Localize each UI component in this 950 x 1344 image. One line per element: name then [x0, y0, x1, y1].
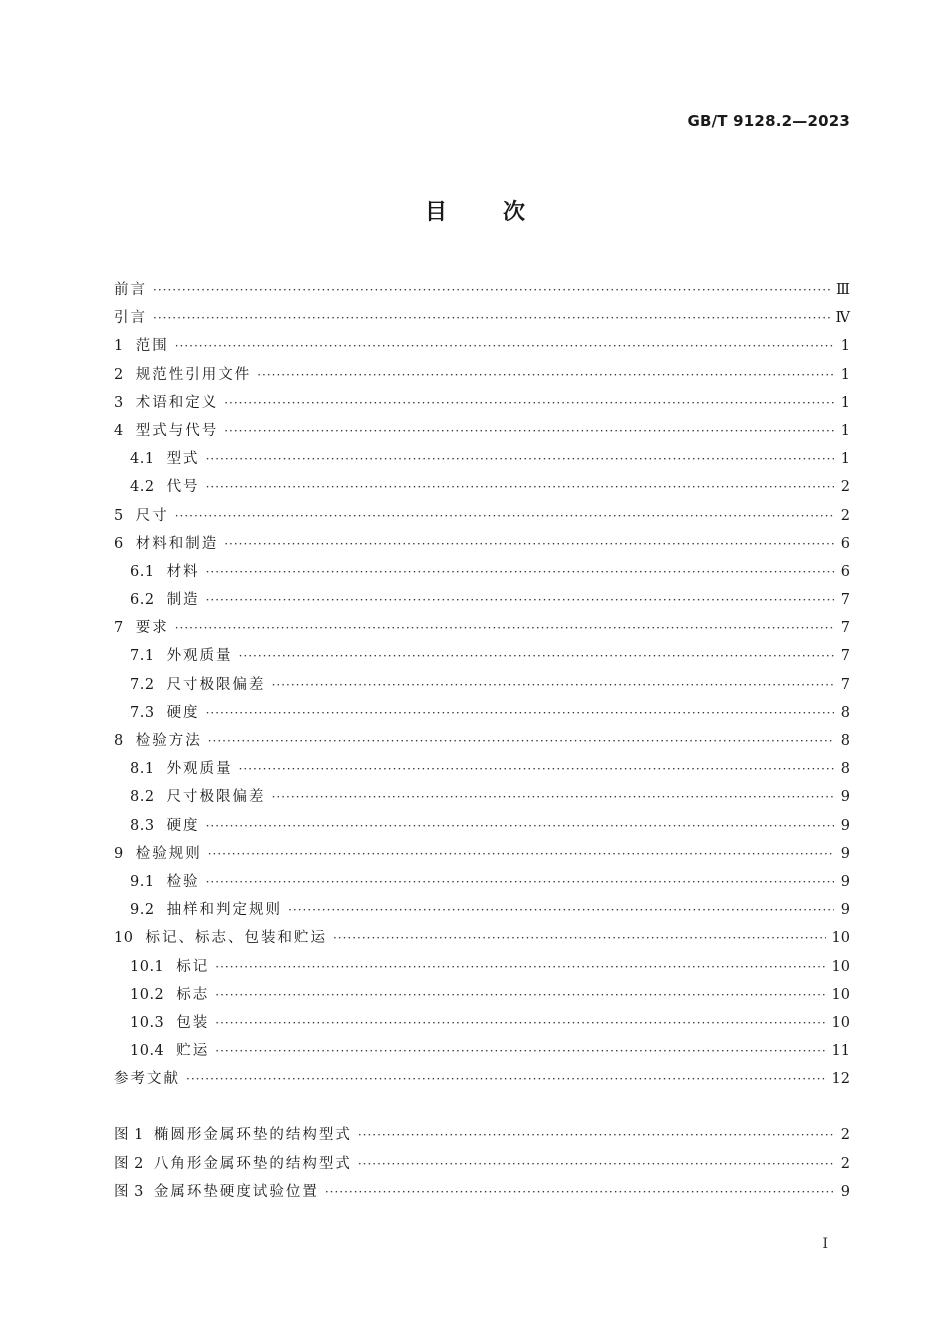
toc-entry[interactable] — [114, 614, 850, 642]
toc-entry-page: 9 — [840, 817, 850, 834]
toc-entry-number: 10.3 — [130, 1014, 165, 1031]
toc-leader-dots — [358, 1150, 834, 1178]
toc-entry-label: 代号 — [166, 479, 200, 496]
toc-leader-dots — [206, 558, 834, 586]
toc-leader-dots — [153, 276, 830, 304]
toc-entry-number: 8 — [114, 733, 124, 749]
toc-entry-page: 9 — [840, 845, 850, 862]
toc-entry-label: 检验 — [166, 873, 200, 890]
figure-label: 金属环垫硬度试验位置 — [153, 1183, 319, 1200]
toc-entry-label: 检验规则 — [135, 845, 202, 862]
toc-entry-label: 参考文献 — [114, 1071, 180, 1088]
figure-label: 八角形金属环垫的结构型式 — [153, 1155, 352, 1172]
toc-entry-number: 9.1 — [130, 873, 155, 890]
figure-entry[interactable] — [114, 1178, 850, 1206]
toc-entry-label: 型式与代号 — [135, 422, 219, 439]
toc-entry-label: 规范性引用文件 — [135, 366, 252, 383]
toc-entry-number: 6 — [114, 535, 124, 552]
toc-entry-number: 6.2 — [130, 592, 155, 609]
toc-entry-number: 8.3 — [130, 817, 155, 834]
toc-leader-dots — [239, 642, 834, 670]
toc-entry[interactable] — [114, 924, 850, 952]
toc-entry-label: 贮运 — [176, 1043, 210, 1060]
figure-number: 图 3 — [114, 1183, 144, 1200]
toc-entry-page: 7 — [840, 676, 850, 693]
toc-entry-number: 7.1 — [130, 648, 155, 665]
standard-code: GB/T 9128.2—2023 — [687, 112, 850, 130]
toc-leader-dots — [215, 1009, 825, 1037]
toc-entry-number: 9 — [114, 845, 124, 862]
toc-leader-dots — [206, 445, 834, 473]
toc-subentry[interactable] — [114, 755, 850, 783]
toc-entry-number: 7 — [114, 620, 124, 637]
toc-leader-dots — [272, 671, 834, 699]
page-title: 目次 — [424, 200, 581, 225]
table-of-contents — [114, 276, 850, 1206]
toc-entry-label: 标记、标志、包装和贮运 — [145, 930, 327, 947]
toc-leader-dots — [208, 727, 834, 755]
toc-subentry[interactable] — [114, 699, 850, 727]
toc-leader-dots — [358, 1121, 834, 1149]
toc-leader-dots — [215, 981, 825, 1009]
toc-entry-number: 10.2 — [130, 986, 165, 1003]
toc-entry-label: 材料 — [166, 563, 200, 580]
toc-entry-label: 外观质量 — [166, 761, 233, 778]
toc-entry-number: 5 — [114, 507, 124, 524]
toc-entry[interactable] — [114, 727, 850, 755]
toc-entry-page: 9 — [840, 789, 850, 806]
toc-entry-label: 范围 — [135, 338, 169, 355]
toc-entry-page: 10 — [831, 958, 850, 975]
toc-entry-number: 10 — [114, 930, 134, 947]
figure-entry[interactable] — [114, 1150, 850, 1178]
toc-leader-dots — [206, 812, 834, 840]
toc-subentry[interactable] — [114, 981, 850, 1009]
page-number: I — [822, 1236, 828, 1252]
toc-entry-page: 8 — [840, 704, 850, 721]
figure-page: 2 — [840, 1155, 850, 1172]
toc-leader-dots — [186, 1065, 826, 1093]
toc-leader-dots — [224, 530, 834, 558]
toc-entry-page: 10 — [831, 930, 850, 947]
toc-entry-page: 7 — [840, 648, 850, 665]
toc-entry-number: 1 — [114, 338, 124, 355]
toc-entry-page: 7 — [840, 592, 850, 609]
toc-subentry[interactable] — [114, 558, 850, 586]
toc-entry[interactable] — [114, 304, 850, 332]
toc-entry-label: 引言 — [114, 310, 147, 327]
toc-entry-number: 2 — [114, 366, 124, 383]
toc-entry-number: 7.3 — [130, 704, 155, 721]
toc-entry-page: 2 — [840, 479, 850, 496]
toc-leader-dots — [206, 586, 834, 614]
toc-subentry[interactable] — [114, 586, 850, 614]
toc-leader-dots — [224, 389, 834, 417]
toc-entry-page: 2 — [840, 507, 850, 524]
toc-entry-label: 硬度 — [166, 704, 200, 721]
toc-entry-label: 型式 — [166, 451, 200, 468]
toc-leader-dots — [333, 924, 826, 952]
toc-subentry[interactable] — [114, 1009, 850, 1037]
toc-entry[interactable] — [114, 389, 850, 417]
toc-subentry[interactable] — [114, 473, 850, 501]
toc-entry-page: 11 — [831, 1043, 850, 1060]
toc-entry-number: 10.4 — [130, 1043, 165, 1060]
toc-entry-page: 9 — [840, 902, 850, 919]
figure-number: 图 1 — [114, 1127, 144, 1144]
toc-leader-dots — [215, 953, 825, 981]
toc-entry-page: 10 — [831, 986, 850, 1003]
toc-entry-label: 术语和定义 — [135, 394, 219, 411]
toc-entry-page: 10 — [831, 1014, 850, 1031]
figure-label: 椭圆形金属环垫的结构型式 — [153, 1127, 352, 1144]
toc-subentry[interactable] — [114, 445, 850, 473]
toc-leader-dots — [153, 304, 830, 332]
toc-entry-page: 6 — [840, 535, 850, 552]
toc-entry[interactable] — [114, 417, 850, 445]
toc-leader-dots — [175, 502, 834, 530]
toc-leader-dots — [239, 755, 834, 783]
toc-entry-number: 8.1 — [130, 761, 155, 778]
toc-entry[interactable] — [114, 361, 850, 389]
toc-leader-dots — [224, 417, 834, 445]
toc-entry-label: 制造 — [166, 592, 200, 609]
toc-leader-dots — [257, 361, 834, 389]
figure-page: 2 — [840, 1127, 850, 1144]
toc-leader-dots — [206, 473, 834, 501]
toc-entry-number: 3 — [114, 394, 124, 411]
toc-subentry[interactable] — [114, 1037, 850, 1065]
toc-entry-page: 1 — [840, 394, 850, 411]
toc-leader-dots — [208, 840, 834, 868]
toc-subentry[interactable] — [114, 953, 850, 981]
toc-entry-label: 尺寸极限偏差 — [166, 789, 266, 806]
toc-entry[interactable] — [114, 332, 850, 360]
toc-entry-label: 要求 — [135, 620, 169, 637]
toc-entry[interactable] — [114, 530, 850, 558]
toc-entry[interactable] — [114, 1065, 850, 1093]
toc-leader-dots — [215, 1037, 825, 1065]
toc-entry-label: 尺寸 — [135, 507, 169, 524]
toc-entry-number: 7.2 — [130, 676, 155, 693]
toc-entry-label: 外观质量 — [166, 648, 233, 665]
toc-entry-label: 抽样和判定规则 — [166, 902, 283, 919]
toc-entry-label: 标志 — [176, 986, 210, 1003]
toc-subentry[interactable] — [114, 783, 850, 811]
toc-entry-label: 包装 — [176, 1014, 210, 1031]
toc-subentry[interactable] — [114, 812, 850, 840]
toc-entry-label: 标记 — [176, 958, 210, 975]
toc-entry-page: 8 — [840, 761, 850, 778]
toc-entry-label: 检验方法 — [135, 733, 202, 749]
toc-entry[interactable] — [114, 840, 850, 868]
toc-entry-page: 1 — [840, 451, 850, 468]
figure-page: 9 — [840, 1183, 850, 1200]
toc-entry-number: 4 — [114, 422, 124, 439]
toc-subentry[interactable] — [114, 868, 850, 896]
toc-entry-number: 6.1 — [130, 563, 155, 580]
toc-leader-dots — [175, 332, 834, 360]
toc-entry-number: 4.2 — [130, 479, 155, 496]
toc-entry-page: 1 — [840, 338, 850, 355]
toc-entry-page: Ⅲ — [836, 282, 850, 298]
toc-entry[interactable] — [114, 276, 850, 304]
toc-entry-page: 1 — [840, 422, 850, 439]
toc-leader-dots — [272, 783, 834, 811]
toc-entry-page: 9 — [840, 873, 850, 890]
toc-entry-page: 1 — [840, 366, 850, 383]
toc-entry-label: 尺寸极限偏差 — [166, 676, 266, 693]
toc-entry-number: 8.2 — [130, 789, 155, 806]
toc-entry-page: 7 — [840, 620, 850, 637]
toc-entry[interactable] — [114, 502, 850, 530]
toc-subentry[interactable] — [114, 671, 850, 699]
toc-subentry[interactable] — [114, 896, 850, 924]
toc-entry-page: 8 — [840, 733, 850, 749]
toc-entry-label: 硬度 — [166, 817, 200, 834]
figure-number: 图 2 — [114, 1155, 144, 1172]
toc-leader-dots — [206, 868, 834, 896]
toc-leader-dots — [175, 614, 834, 642]
toc-entry-label: 材料和制造 — [135, 535, 219, 552]
toc-leader-dots — [325, 1178, 834, 1206]
toc-entry-number: 4.1 — [130, 451, 155, 468]
toc-entry-number: 10.1 — [130, 958, 165, 975]
toc-entry-number: 9.2 — [130, 902, 155, 919]
toc-entry-page: 6 — [840, 563, 850, 580]
toc-leader-dots — [206, 699, 834, 727]
toc-entry-page: Ⅳ — [835, 310, 850, 327]
toc-entry-page: 12 — [831, 1071, 850, 1088]
toc-entry-label: 前言 — [114, 282, 147, 298]
figure-entry[interactable] — [114, 1121, 850, 1149]
toc-leader-dots — [288, 896, 834, 924]
toc-subentry[interactable] — [114, 642, 850, 670]
